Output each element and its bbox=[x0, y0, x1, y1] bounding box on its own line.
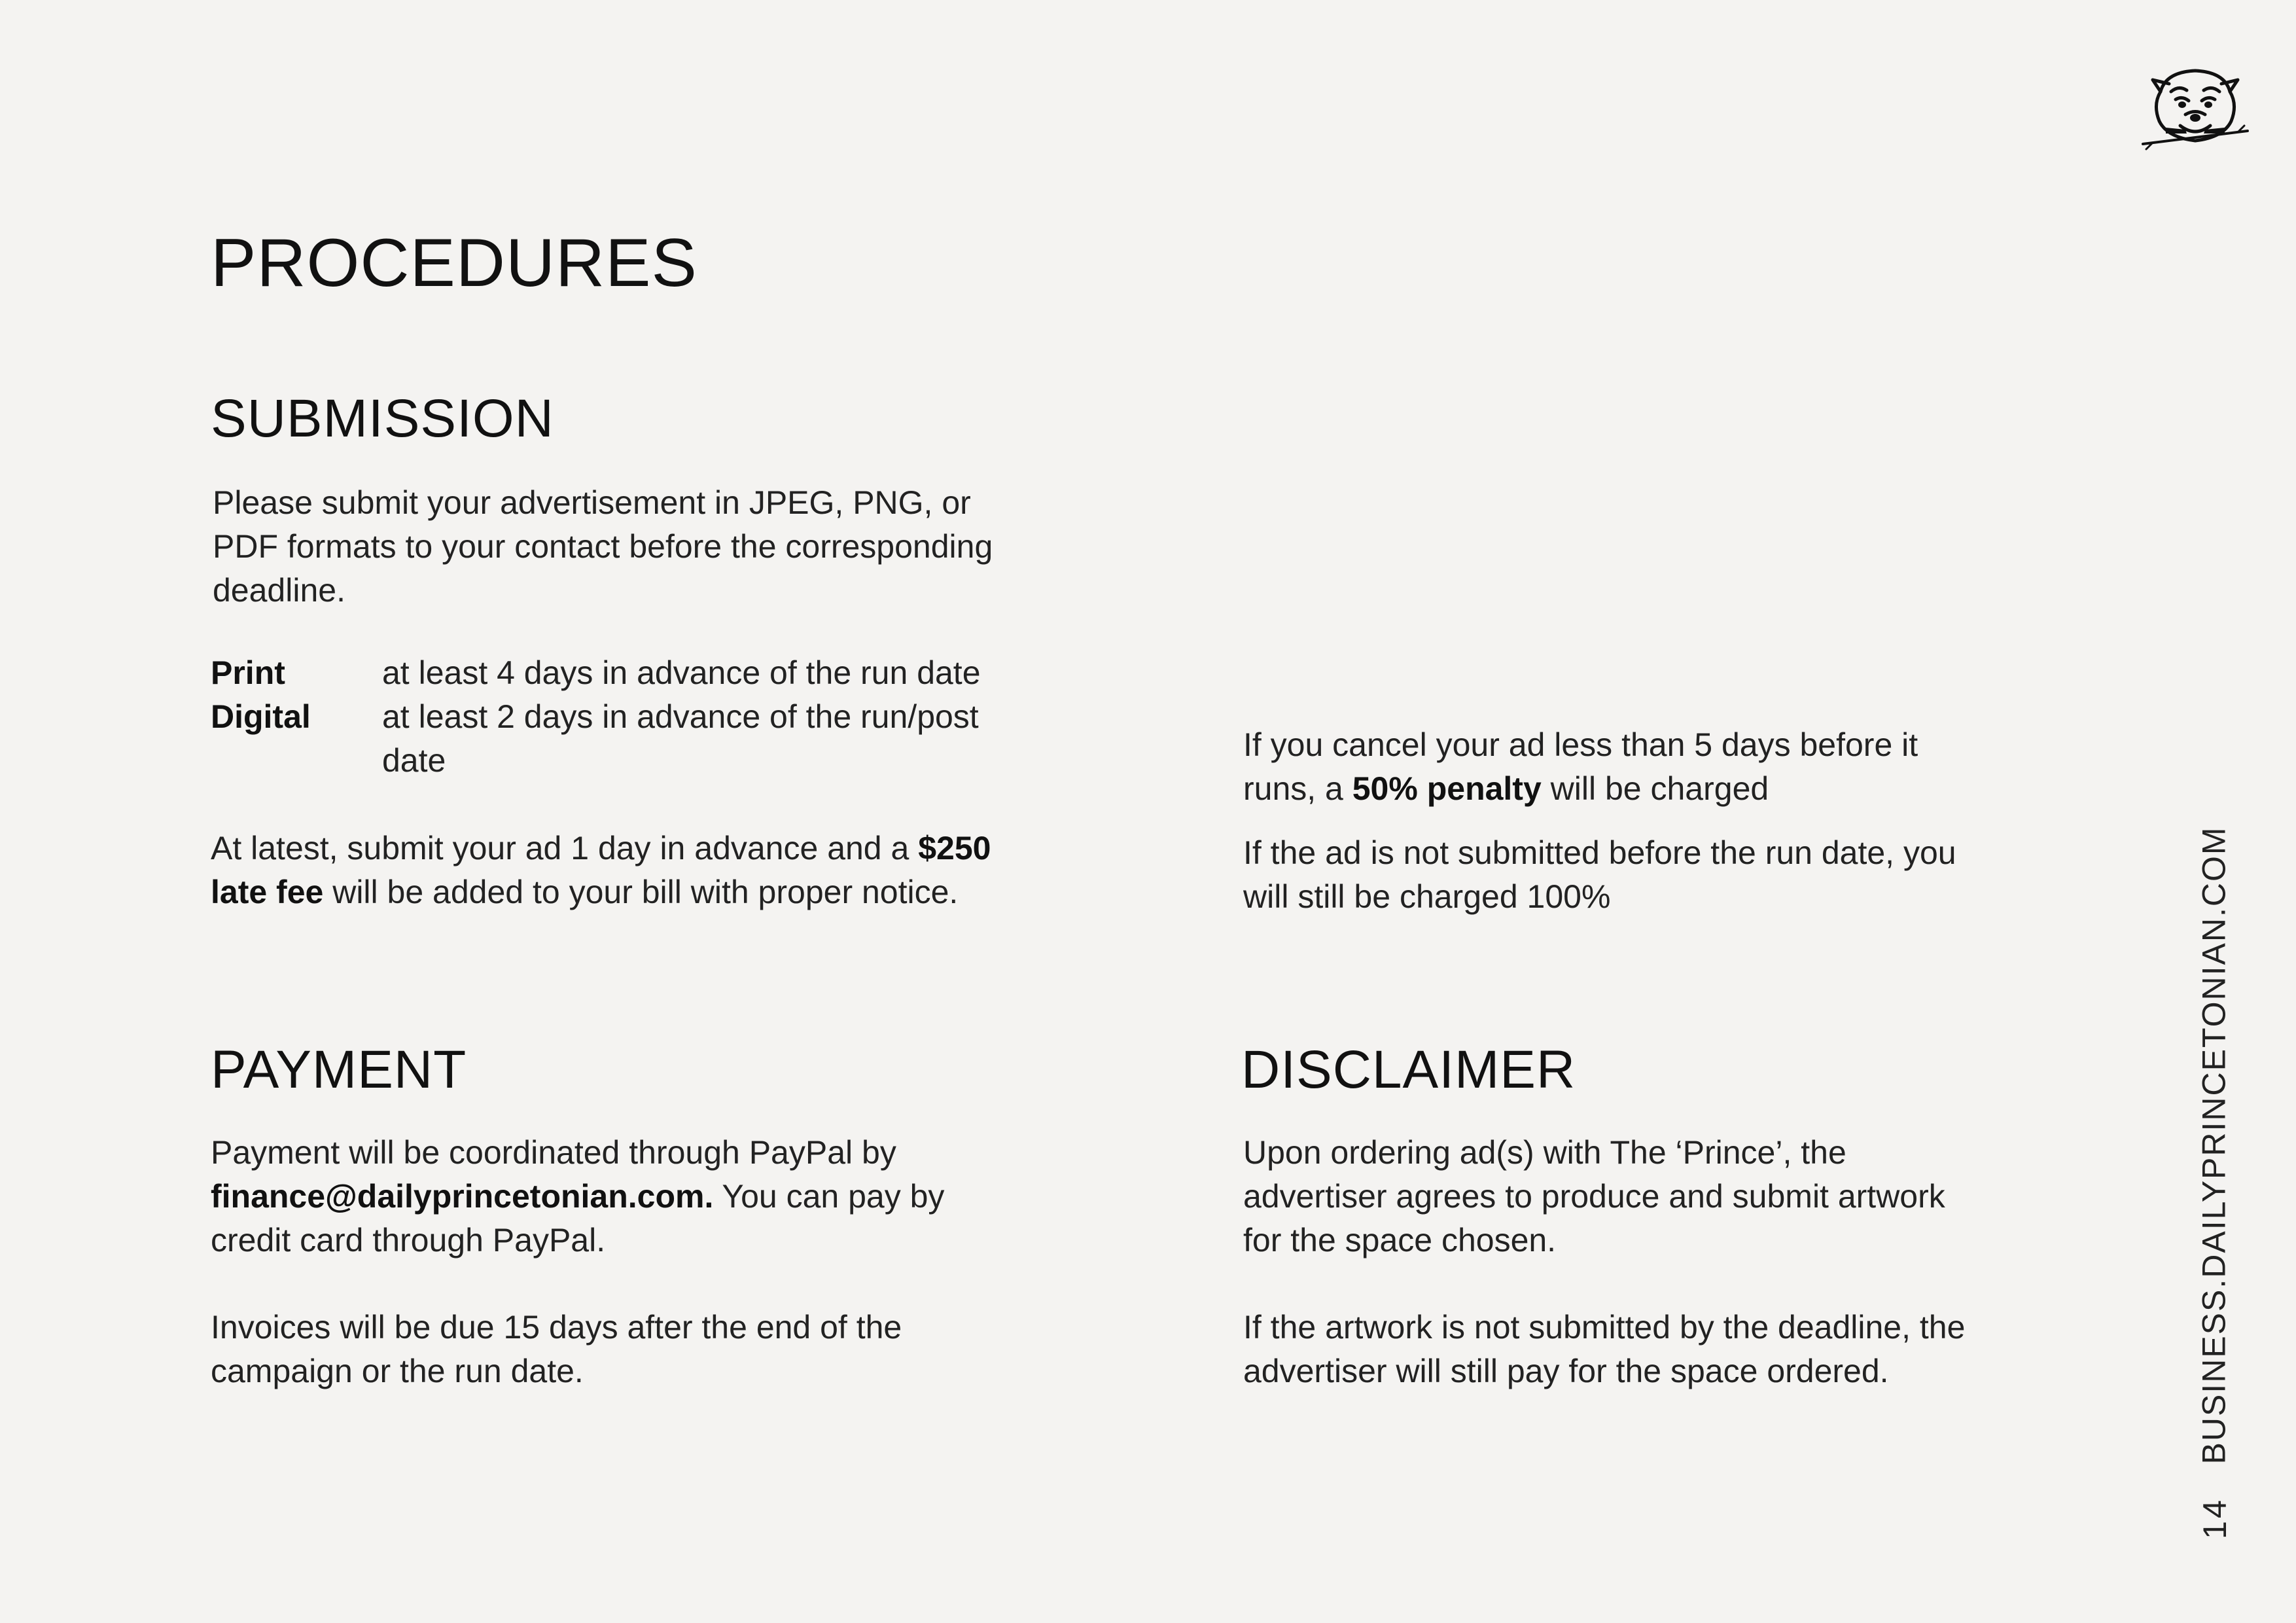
disclaimer-heading: DISCLAIMER bbox=[1241, 1040, 1576, 1099]
tiger-head-icon bbox=[2140, 65, 2251, 154]
penalty-amount: 50% penalty bbox=[1352, 770, 1542, 807]
side-url-text: BUSINESS.DAILYPRINCETONIAN.COM bbox=[2195, 826, 2232, 1465]
late-fee-text-before: At latest, submit your ad 1 day in advance and a bbox=[211, 830, 919, 866]
submission-intro: Please submit your advertisement in JPEG, PNG, or PDF formats to your contact before the corresponding deadline. bbox=[213, 484, 993, 609]
payment-paragraph-1 bbox=[211, 1131, 996, 1262]
deadline-value: at least 2 days in advance of the run/post date bbox=[382, 698, 979, 779]
late-fee-notice bbox=[211, 827, 1029, 914]
disclaimer-paragraph-1: Upon ordering ad(s) with The ‘Prince’, the advertiser agrees to produce and submit artwork for the space chosen. bbox=[1243, 1134, 1945, 1258]
page-number-text: 14 bbox=[2197, 1497, 2233, 1539]
penalty-text-after: will be charged bbox=[1541, 770, 1769, 807]
deadline-label: Print bbox=[211, 654, 285, 691]
penalty-text-before: If you cancel your ad less than 5 days before it runs, a bbox=[1243, 726, 1918, 807]
payment-text-before: Payment will be coordinated through PayPal by bbox=[211, 1134, 896, 1171]
payment-paragraph-2: Invoices will be due 15 days after the end of the campaign or the run date. bbox=[211, 1309, 902, 1389]
no-submission-charge: If the ad is not submitted before the run date, you will still be charged 100% bbox=[1243, 834, 1956, 915]
payment-text-after: You can pay by credit card through PayPal. bbox=[211, 1178, 945, 1258]
payment-heading: PAYMENT bbox=[211, 1040, 467, 1099]
disclaimer-paragraph-2: If the artwork is not submitted by the deadline, the advertiser will still pay for the space ordered. bbox=[1243, 1309, 1966, 1389]
deadline-row-print bbox=[211, 651, 1022, 695]
late-fee-text-after: will be added to your bill with proper notice. bbox=[323, 874, 959, 910]
page-title: PROCEDURES bbox=[211, 225, 698, 301]
deadline-label: Digital bbox=[211, 698, 311, 735]
submission-heading: SUBMISSION bbox=[211, 389, 554, 448]
late-fee-amount: $250 late fee bbox=[211, 830, 991, 910]
deadline-table bbox=[211, 651, 1022, 783]
side-url bbox=[2178, 826, 2250, 1465]
deadline-row-digital bbox=[211, 695, 1022, 783]
finance-email: finance@dailyprincetonian.com. bbox=[211, 1178, 714, 1215]
cancellation-penalty bbox=[1243, 723, 1963, 811]
page-number bbox=[2192, 1492, 2238, 1544]
deadline-value: at least 4 days in advance of the run date bbox=[382, 654, 981, 691]
